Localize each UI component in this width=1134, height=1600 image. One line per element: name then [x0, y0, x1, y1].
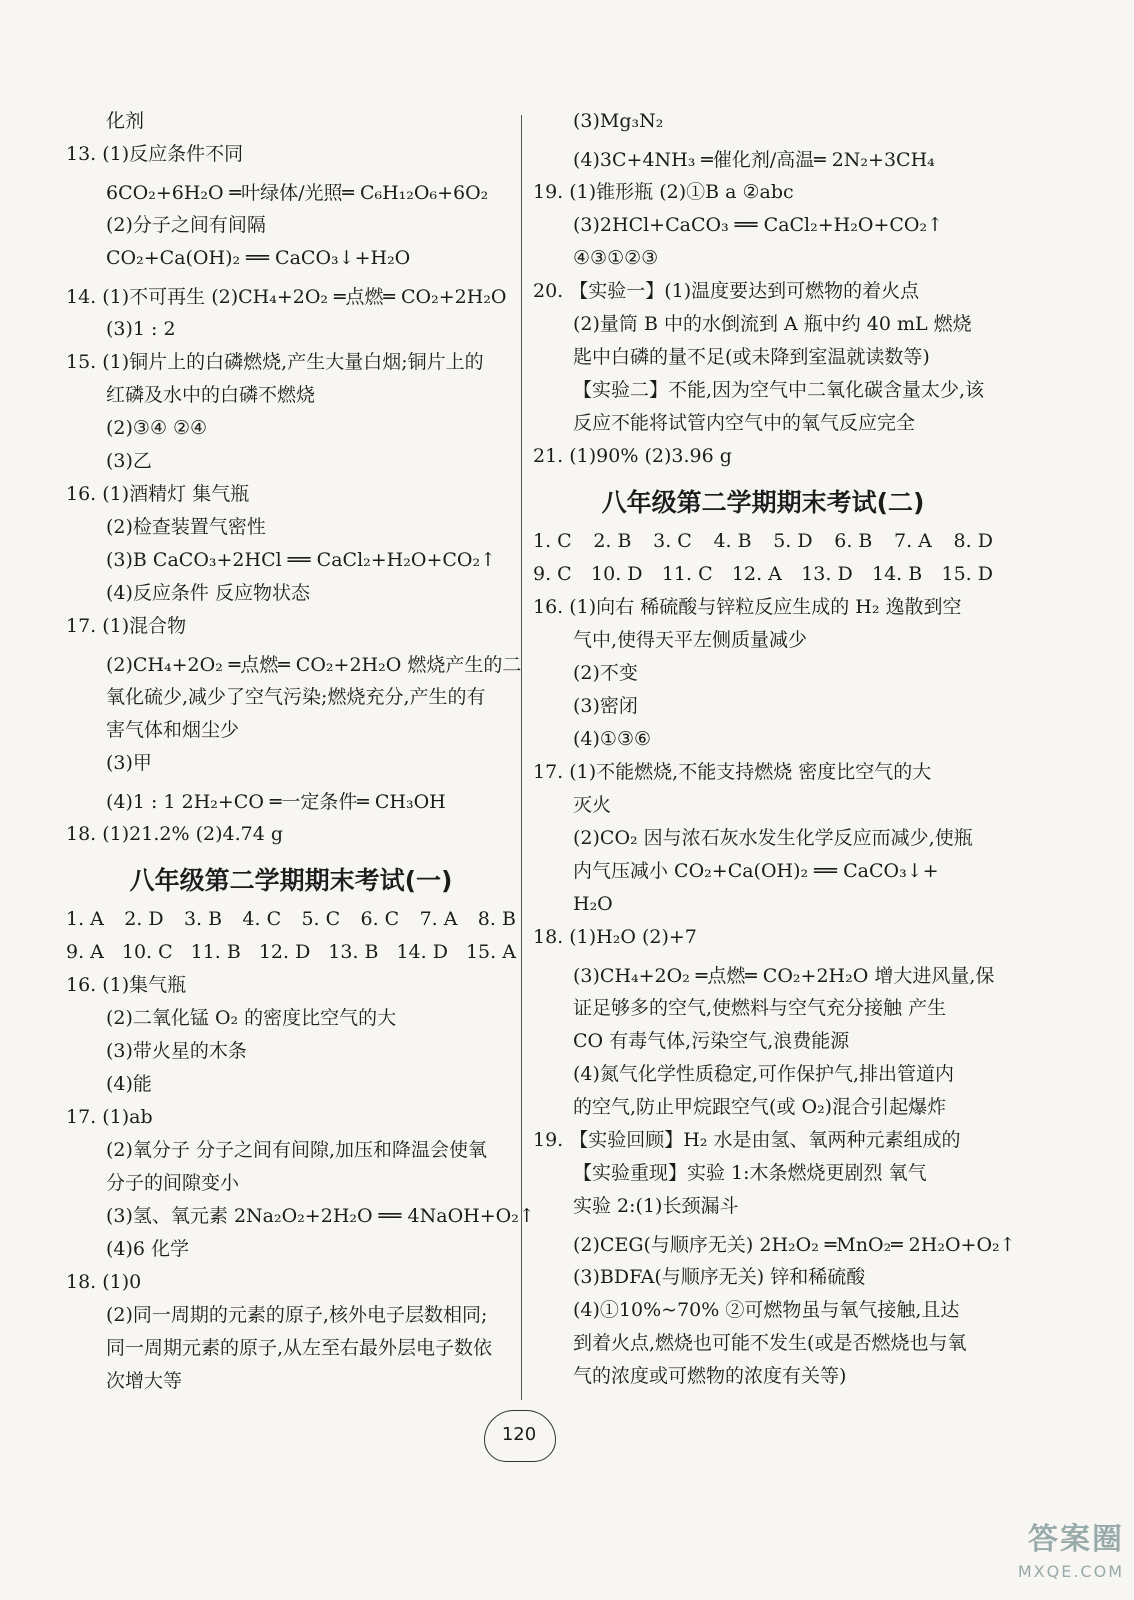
- mcq-answer: 8. D: [953, 530, 993, 552]
- answer-line: (4)6 化学: [106, 1238, 190, 1260]
- answer-line: 气中,使得天平左侧质量减少: [573, 629, 808, 651]
- answer-line: (3)B CaCO₃+2HCl ══ CaCl₂+H₂O+CO₂↑: [106, 549, 497, 571]
- answer-line: (4)能: [106, 1073, 152, 1095]
- equation-line: (4)3C+4NH₃ ═催化剂/高温═ 2N₂+3CH₄: [573, 149, 935, 171]
- mcq-answer: 11. C: [661, 563, 713, 585]
- answer-line: 氧化硫少,减少了空气污染;燃烧充分,产生的有: [106, 686, 486, 708]
- mcq-answer: 3. B: [183, 908, 223, 930]
- answer-line: 21. (1)90% (2)3.96 g: [533, 445, 732, 467]
- answer-line: 到着火点,燃烧也可能不发生(或是否燃烧也与氧: [573, 1332, 967, 1354]
- answer-line: 13. (1)反应条件不同: [66, 143, 244, 165]
- mcq-answer: 12. A: [731, 563, 782, 585]
- answer-line: (4)①10%~70% ②可燃物虽与氧气接触,且达: [573, 1299, 960, 1321]
- equation-line: CO₂+Ca(OH)₂ ══ CaCO₃↓+H₂O: [106, 247, 411, 269]
- equation-line: (2)CEG(与顺序无关) 2H₂O₂ ═MnO₂═ 2H₂O+O₂↑: [573, 1234, 1016, 1256]
- equation-line: (3)CH₄+2O₂ ═点燃═ CO₂+2H₂O 增大进风量,保: [573, 965, 995, 987]
- section-title: 八年级第二学期期末考试(二): [601, 488, 925, 517]
- mcq-answer: 12. D: [258, 941, 311, 963]
- answer-line: 16. (1)酒精灯 集气瓶: [66, 483, 250, 505]
- answer-line: 化剂: [106, 110, 145, 132]
- mcq-answer: 6. C: [360, 908, 400, 930]
- mcq-answer: 2. D: [124, 908, 164, 930]
- answer-line: 17. (1)混合物: [66, 615, 187, 637]
- answer-line: 19. (1)锥形瓶 (2)①B a ②abc: [533, 181, 794, 203]
- answer-line: 害气体和烟尘少: [106, 719, 240, 741]
- answer-line: 16. (1)向右 稀硫酸与锌粒反应生成的 H₂ 逸散到空: [533, 596, 962, 618]
- answer-line: 匙中白磷的量不足(或未降到室温就读数等): [573, 346, 930, 368]
- answer-line: 20. 【实验一】(1)温度要达到可燃物的着火点: [533, 280, 920, 302]
- answer-line: 【实验二】不能,因为空气中二氧化碳含量太少,该: [573, 379, 985, 401]
- answer-line: (2)CO₂ 因与浓石灰水发生化学反应而减少,使瓶: [573, 827, 973, 849]
- answer-line: 14. (1)不可再生 (2)CH₄+2O₂ ═点燃═ CO₂+2H₂O: [66, 286, 507, 308]
- mcq-answer: 5. C: [301, 908, 341, 930]
- equation-line: (3)2HCl+CaCO₃ ══ CaCl₂+H₂O+CO₂↑: [573, 214, 944, 236]
- answer-line: 19. 【实验回顾】H₂ 水是由氢、氧两种元素组成的: [533, 1129, 961, 1151]
- answer-line: H₂O: [573, 893, 613, 915]
- mcq-answer: 5. D: [773, 530, 813, 552]
- answer-line: (3)BDFA(与顺序无关) 锌和稀硫酸: [573, 1266, 866, 1288]
- answer-line: 证足够多的空气,使燃料与空气充分接触 产生: [573, 997, 947, 1019]
- mcq-answer: 14. B: [871, 563, 923, 585]
- mcq-answer: 10. D: [591, 563, 643, 585]
- mcq-answer: 7. A: [894, 530, 932, 552]
- mcq-answer: 13. D: [801, 563, 853, 585]
- answer-line: 18. (1)H₂O (2)+7: [533, 926, 697, 948]
- mcq-answer: 3. C: [653, 530, 692, 552]
- watermark-text: 答案圈: [1028, 1522, 1124, 1557]
- answer-line: (2)同一周期的元素的原子,核外电子层数相同;: [106, 1304, 488, 1326]
- answer-line: (2)不变: [573, 662, 638, 684]
- answer-line: 17. (1)ab: [66, 1106, 153, 1128]
- mcq-row: [66, 903, 516, 936]
- answer-line: 的空气,防止甲烷跟空气(或 O₂)混合引起爆炸: [573, 1096, 947, 1118]
- mcq-answer: 14. D: [396, 941, 448, 963]
- answer-line: (3)甲: [106, 752, 152, 774]
- mcq-answer: 7. A: [419, 908, 458, 930]
- watermark-url: MXQE.COM: [1017, 1562, 1124, 1581]
- page-number: 120: [501, 1424, 537, 1445]
- mcq-row: [533, 525, 993, 558]
- answer-line: 同一周期元素的原子,从左至右最外层电子数依: [106, 1337, 493, 1359]
- mcq-answer: 10. C: [121, 941, 173, 963]
- equation-line: 内气压减小 CO₂+Ca(OH)₂ ══ CaCO₃↓+: [573, 860, 939, 882]
- answer-line: (3)氢、氧元素 2Na₂O₂+2H₂O ══ 4NaOH+O₂↑: [106, 1205, 535, 1227]
- answer-line: (2)氧分子 分子之间有间隙,加压和降温会使氧: [106, 1139, 487, 1161]
- mcq-answer: 9. C: [533, 563, 572, 585]
- mcq-answer: 2. B: [593, 530, 632, 552]
- answer-line: 【实验重现】实验 1:木条燃烧更剧烈 氧气: [573, 1162, 927, 1184]
- mcq-row: [533, 558, 993, 591]
- answer-line: 灭火: [573, 794, 612, 816]
- mcq-answer: 11. B: [190, 941, 241, 963]
- answer-line: 分子的间隙变小: [106, 1172, 240, 1194]
- mcq-answer: 1. A: [66, 908, 104, 930]
- answer-line: 18. (1)0: [66, 1271, 142, 1293]
- answer-line: (2)二氧化锰 O₂ 的密度比空气的大: [106, 1007, 397, 1029]
- mcq-answer: 1. C: [533, 530, 572, 552]
- left-column: [66, 105, 535, 1398]
- mcq-row: [66, 936, 516, 969]
- answer-line: (3)Mg₃N₂: [573, 110, 664, 132]
- mcq-answer: 13. B: [328, 941, 379, 963]
- answer-line: (2)检查装置气密性: [106, 516, 266, 538]
- answer-line: ④③①②③: [573, 247, 659, 269]
- answer-line: (4)①③⑥: [573, 728, 652, 750]
- equation-line: 6CO₂+6H₂O ═叶绿体/光照═ C₆H₁₂O₆+6O₂: [106, 182, 489, 204]
- answer-line: 反应不能将试管内空气中的氧气反应完全: [573, 412, 916, 434]
- mcq-answer: 15. D: [941, 563, 993, 585]
- answer-line: 次增大等: [106, 1370, 183, 1392]
- right-column: [533, 105, 1016, 1393]
- answer-line: 红磷及水中的白磷不燃烧: [106, 384, 316, 406]
- answer-line: (2)CH₄+2O₂ ═点燃═ CO₂+2H₂O 燃烧产生的二: [106, 654, 522, 676]
- answer-line: (3)带火星的木条: [106, 1040, 247, 1062]
- answer-line: (2)量筒 B 中的水倒流到 A 瓶中约 40 mL 燃烧: [573, 313, 972, 335]
- section-title: 八年级第二学期期末考试(一): [129, 866, 453, 895]
- mcq-answer: 4. C: [242, 908, 282, 930]
- answer-line: CO 有毒气体,污染空气,浪费能源: [573, 1030, 850, 1052]
- mcq-answer: 9. A: [66, 941, 104, 963]
- answer-line: 实验 2:(1)长颈漏斗: [573, 1195, 739, 1217]
- answer-line: (2)③④ ②④: [106, 417, 208, 439]
- answer-line: 16. (1)集气瓶: [66, 974, 187, 996]
- answer-line: 17. (1)不能燃烧,不能支持燃烧 密度比空气的大: [533, 761, 932, 783]
- answer-line: (4)1 : 1 2H₂+CO ═一定条件═ CH₃OH: [106, 791, 446, 813]
- answer-line: (3)密闭: [573, 695, 638, 717]
- answer-line: (3)乙: [106, 450, 152, 472]
- answer-line: (4)反应条件 反应物状态: [106, 582, 310, 604]
- answer-line: (2)分子之间有间隔: [106, 214, 266, 236]
- mcq-answer: 15. A: [465, 941, 516, 963]
- answer-line: (4)氮气化学性质稳定,可作保护气,排出管道内: [573, 1063, 954, 1085]
- answer-line: 气的浓度或可燃物的浓度有关等): [573, 1365, 847, 1387]
- mcq-answer: 4. B: [713, 530, 752, 552]
- mcq-answer: 6. B: [834, 530, 873, 552]
- watermark-logo: [974, 1520, 1124, 1590]
- answer-line: 18. (1)21.2% (2)4.74 g: [66, 823, 283, 845]
- answer-line: (3)1 : 2: [106, 318, 176, 340]
- answer-line: 15. (1)铜片上的白磷燃烧,产生大量白烟;铜片上的: [66, 351, 484, 373]
- mcq-answer: 8. B: [477, 908, 516, 930]
